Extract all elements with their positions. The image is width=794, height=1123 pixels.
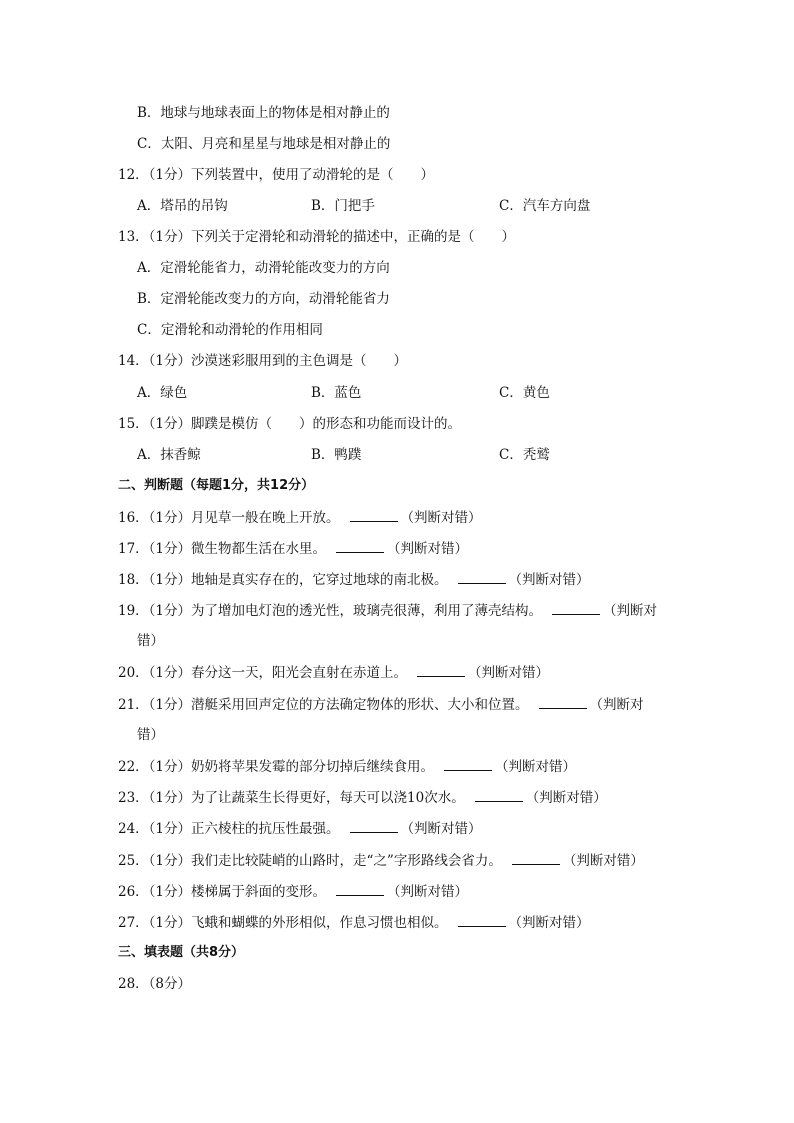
judge-item-21-wrap: 错） — [137, 727, 164, 743]
judge-item-16 — [118, 507, 482, 528]
judge-stem: 22．（1分）奶奶将苹果发霉的部分切掉后继续食用。 — [118, 759, 435, 775]
judge-stem: 27．（1分）飞蛾和蝴蝶的外形相似，作息习惯也相似。 — [118, 915, 448, 931]
judge-stem: 18．（1分）地轴是真实存在的，它穿过地球的南北极。 — [118, 572, 448, 588]
answer-blank[interactable] — [512, 850, 560, 865]
judge-stem: 26．（1分）楼梯属于斜面的变形。 — [118, 884, 327, 900]
answer-blank[interactable] — [539, 694, 587, 709]
judge-suffix: （判断对错） — [387, 884, 469, 900]
q15-option-c: C．秃鹫 — [499, 447, 550, 463]
q14-option-b: B．蓝色 — [311, 385, 362, 401]
q15-stem: 15．（1分）脚蹼是模仿（ ）的形态和功能而设计的。 — [118, 416, 462, 432]
judge-suffix: （判断对错） — [468, 665, 550, 681]
judge-stem: 16．（1分）月见草一般在晚上开放。 — [118, 510, 340, 526]
judge-stem: 19．（1分）为了增加电灯泡的透光性，玻璃壳很薄，利用了薄壳结构。 — [118, 603, 543, 619]
q11-option-c: C．太阳、月亮和星星与地球是相对静止的 — [137, 136, 391, 152]
judge-suffix: （判断对错） — [525, 790, 607, 806]
judge-stem: 25．（1分）我们走比较陡峭的山路时，走“之”字形路线会省力。 — [118, 853, 502, 869]
judge-item-18 — [118, 569, 590, 590]
q14-options — [137, 383, 697, 403]
q13-stem: 13．（1分）下列关于定滑轮和动滑轮的描述中，正确的是（ ） — [118, 229, 516, 245]
judge-suffix: （判断对错） — [495, 759, 577, 775]
section-2-title: 二、判断题（每题1分，共12分） — [118, 478, 315, 493]
q14-stem: 14．（1分）沙漠迷彩服用到的主色调是（ ） — [118, 353, 408, 369]
q15-options — [137, 445, 697, 465]
q13-option-b: B．定滑轮能改变力的方向，动滑轮能省力 — [137, 291, 390, 307]
judge-suffix: （判断对错） — [400, 510, 482, 526]
judge-item-25 — [118, 850, 644, 871]
q12-options — [137, 196, 697, 216]
judge-stem: 23．（1分）为了让蔬菜生长得更好，每天可以浇10次水。 — [118, 790, 465, 806]
judge-suffix: （判断对错） — [508, 572, 590, 588]
section-3-title: 三、填表题（共8分） — [118, 945, 245, 960]
judge-item-26 — [118, 881, 468, 902]
answer-blank[interactable] — [458, 569, 506, 584]
judge-item-19-wrap: 错） — [137, 633, 164, 649]
judge-stem: 21．（1分）潜艇采用回声定位的方法确定物体的形状、大小和位置。 — [118, 697, 529, 713]
q12-option-b: B．门把手 — [311, 198, 375, 214]
q13-option-a: A．定滑轮能省力，动滑轮能改变力的方向 — [137, 260, 390, 276]
answer-blank[interactable] — [336, 538, 384, 553]
judge-stem: 20．（1分）春分这一天，阳光会直射在赤道上。 — [118, 665, 408, 681]
q15-option-a: A．抹香鲸 — [137, 447, 201, 463]
answer-blank[interactable] — [350, 507, 398, 522]
answer-blank[interactable] — [552, 600, 600, 615]
answer-blank[interactable] — [417, 662, 465, 677]
judge-item-24 — [118, 818, 482, 839]
q14-option-a: A．绿色 — [137, 385, 188, 401]
judge-suffix: （判断对错） — [400, 821, 482, 837]
judge-suffix: （判断对错） — [387, 541, 469, 557]
answer-blank[interactable] — [336, 881, 384, 896]
judge-suffix-part1: （判断对 — [589, 697, 644, 713]
judge-item-19 — [118, 600, 657, 621]
q15-option-b: B．鸭蹼 — [311, 447, 362, 463]
judge-suffix-part1: （判断对 — [603, 603, 658, 619]
judge-suffix: （判断对错） — [562, 853, 644, 869]
judge-suffix: （判断对错） — [508, 915, 590, 931]
judge-item-17 — [118, 538, 468, 559]
judge-stem: 17．（1分）微生物都生活在水里。 — [118, 541, 327, 557]
q14-option-c: C．黄色 — [499, 385, 550, 401]
judge-item-22 — [118, 756, 576, 777]
q28-stem: 28．（8分） — [118, 976, 192, 992]
answer-blank[interactable] — [350, 818, 398, 833]
q12-option-a: A．塔吊的吊钩 — [137, 198, 228, 214]
judge-item-20 — [118, 662, 549, 683]
q11-option-b: B．地球与地球表面上的物体是相对静止的 — [137, 105, 390, 121]
q12-stem: 12．（1分）下列装置中，使用了动滑轮的是（ ） — [118, 167, 435, 183]
answer-blank[interactable] — [458, 912, 506, 927]
answer-blank[interactable] — [475, 787, 523, 802]
judge-stem: 24．（1分）正六棱柱的抗压性最强。 — [118, 821, 340, 837]
q12-option-c: C．汽车方向盘 — [499, 198, 591, 214]
judge-item-23 — [118, 787, 607, 808]
answer-blank[interactable] — [444, 756, 492, 771]
judge-item-21 — [118, 694, 644, 715]
judge-item-27 — [118, 912, 590, 933]
q13-option-c: C．定滑轮和动滑轮的作用相同 — [137, 322, 323, 338]
